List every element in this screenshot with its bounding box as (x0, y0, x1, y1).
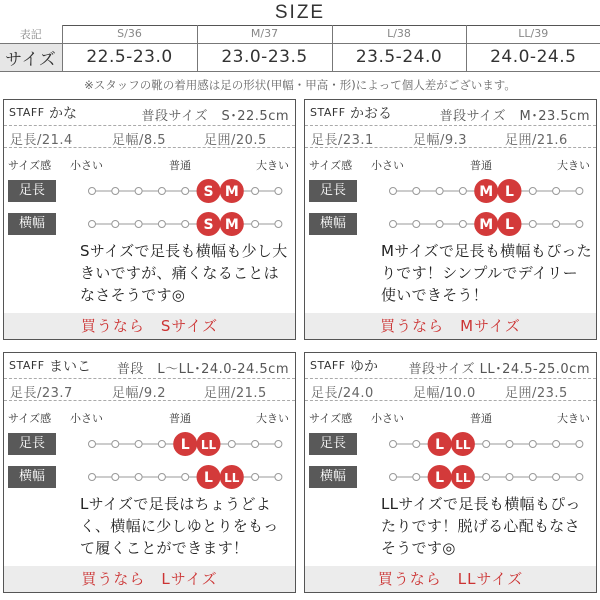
width-fit-track (4, 207, 297, 241)
recommended-size: 買うなら Lサイズ (4, 566, 295, 592)
usual-size: 普段サイズ S･22.5cm (141, 109, 289, 124)
fit-track-dot (135, 441, 142, 448)
fit-track-dot (436, 188, 443, 195)
size-table-value-row (0, 43, 600, 71)
fit-normal-label: 普通 (470, 412, 492, 425)
fit-track-dot (252, 441, 259, 448)
fit-marker-label: L (435, 470, 445, 486)
fit-track-dot (158, 474, 165, 481)
fit-track-dot (112, 188, 119, 195)
fit-track-dot (459, 221, 466, 228)
fit-marker-label: LL (455, 471, 471, 485)
fit-track-dot (112, 441, 119, 448)
staff-header (4, 100, 295, 126)
foot-width: 足幅/9.3 (413, 133, 468, 148)
fit-track-dot (413, 441, 420, 448)
fit-track-dot (553, 441, 560, 448)
fit-marker-label: L (180, 437, 190, 453)
fit-size-marker (474, 179, 498, 203)
fit-marker-label: L (505, 184, 514, 200)
fit-track-dot (506, 474, 513, 481)
fit-track-dot (112, 474, 119, 481)
staff-header (4, 353, 295, 379)
fit-section-label: サイズ感 (309, 412, 353, 425)
fit-track-dot (112, 221, 119, 228)
foot-circumference: 足囲/23.5 (505, 386, 568, 401)
length-row-label: 足長 (309, 180, 357, 202)
foot-length: 足長/23.1 (311, 133, 374, 148)
size-header-s: S/36 (62, 25, 197, 43)
fit-normal-label: 普通 (169, 159, 191, 172)
fit-track-dot (576, 188, 583, 195)
fit-track-dot (576, 221, 583, 228)
foot-width: 足幅/8.5 (112, 133, 167, 148)
fit-track-dot (553, 221, 560, 228)
staff-label: STAFF (310, 106, 346, 119)
size-header-m: M/37 (197, 25, 332, 43)
usual-size: 普段サイズ LL･24.5-25.0cm (408, 362, 590, 377)
usual-size: 普段 L～LL･24.0-24.5cm (116, 362, 289, 377)
foot-length: 足長/21.4 (10, 133, 73, 148)
length-row-label: 足長 (8, 433, 56, 455)
fit-size-marker (197, 432, 221, 456)
fit-track-dot (576, 441, 583, 448)
fit-marker-label: M (479, 217, 494, 233)
fit-description: Mサイズで足長も横幅もぴったりです！シンプルでデイリー使いできそう！ (381, 242, 592, 304)
fit-description: Sサイズで足長も横幅も少し大きいですが、痛くなることはなさそうです◎ (80, 242, 288, 304)
fit-section-label: サイズ感 (8, 412, 52, 425)
fit-track-dot (275, 188, 282, 195)
length-fit-track (4, 427, 297, 461)
fit-scale-header (305, 408, 596, 426)
staff-label: STAFF (9, 106, 45, 119)
fit-track-dot (390, 188, 397, 195)
size-table (0, 25, 600, 72)
fit-size-marker (451, 432, 475, 456)
fit-marker-label: M (224, 184, 239, 200)
fit-track-dot (182, 221, 189, 228)
width-row-label: 横幅 (8, 466, 56, 488)
staff-card (3, 99, 296, 340)
fit-section-label: サイズ感 (8, 159, 52, 172)
fit-large-label: 大きい (256, 412, 289, 425)
fit-track-dot (228, 441, 235, 448)
width-fit-track (305, 207, 598, 241)
fit-marker-label: L (204, 470, 213, 486)
fit-marker-label: LL (224, 471, 240, 485)
fit-size-marker (173, 432, 197, 456)
foot-width: 足幅/9.2 (112, 386, 167, 401)
length-fit-track (305, 427, 598, 461)
fit-large-label: 大きい (557, 159, 590, 172)
size-row-label: サイズ (0, 43, 62, 71)
fit-track-dot (89, 441, 96, 448)
size-header-l: L/38 (332, 25, 466, 43)
fit-scale-header (305, 155, 596, 173)
length-row-label: 足長 (309, 433, 357, 455)
fit-track-dot (390, 474, 397, 481)
fit-track-dot (275, 474, 282, 481)
fit-marker-label: M (224, 217, 239, 233)
fit-track-dot (390, 441, 397, 448)
fit-track-dot (252, 221, 259, 228)
fit-size-marker (197, 212, 221, 236)
fit-track-dot (158, 188, 165, 195)
fit-scale-header (4, 408, 295, 426)
size-header-label: 表記 (0, 25, 62, 43)
fit-normal-label: 普通 (169, 412, 191, 425)
staff-card (3, 352, 296, 593)
fit-track-dot (252, 474, 259, 481)
fit-track-dot (275, 441, 282, 448)
width-row-label: 横幅 (8, 213, 56, 235)
foot-length: 足長/23.7 (10, 386, 73, 401)
fit-track-dot (459, 188, 466, 195)
fit-small-label: 小さい (70, 412, 103, 425)
foot-circumference: 足囲/20.5 (204, 133, 267, 148)
foot-circumference: 足囲/21.6 (505, 133, 568, 148)
fit-size-marker (498, 179, 522, 203)
staff-name: かな (49, 106, 77, 122)
fit-marker-label: S (203, 184, 214, 200)
fit-description: Lサイズで足長はちょうどよく、横幅に少しゆとりをもって履くことができます！ (80, 495, 279, 557)
foot-length: 足長/24.0 (311, 386, 374, 401)
staff-label: STAFF (9, 359, 45, 372)
fit-size-marker (220, 179, 244, 203)
staff-label: STAFF (310, 359, 346, 372)
fit-marker-label: M (479, 184, 494, 200)
size-value-m: 23.0-23.5 (197, 43, 332, 71)
page-title: SIZE (274, 2, 326, 23)
fit-small-label: 小さい (70, 159, 103, 172)
recommended-size: 買うなら Sサイズ (4, 313, 295, 339)
fit-track-dot (506, 441, 513, 448)
fit-track-dot (529, 188, 536, 195)
fit-track-dot (483, 474, 490, 481)
fit-size-marker (428, 465, 452, 489)
width-row-label: 横幅 (309, 466, 357, 488)
fit-track-dot (413, 188, 420, 195)
foot-measurements (4, 379, 295, 401)
fit-track-dot (529, 474, 536, 481)
fit-track-dot (135, 188, 142, 195)
width-row-label: 横幅 (309, 213, 357, 235)
fit-size-marker (197, 465, 221, 489)
fit-track-dot (275, 221, 282, 228)
staff-name: まいこ (49, 359, 91, 375)
fit-track-dot (252, 188, 259, 195)
width-fit-track (305, 460, 598, 494)
staff-header (305, 100, 596, 126)
fit-marker-label: S (203, 217, 214, 233)
fit-note: ※スタッフの靴の着用感は足の形状(甲幅・甲高・形)によって個人差がございます。 (84, 78, 516, 92)
usual-size: 普段サイズ M･23.5cm (439, 109, 590, 124)
fit-size-marker (220, 212, 244, 236)
fit-track-dot (182, 188, 189, 195)
fit-small-label: 小さい (371, 412, 404, 425)
fit-large-label: 大きい (256, 159, 289, 172)
fit-marker-label: L (435, 437, 445, 453)
fit-section-label: サイズ感 (309, 159, 353, 172)
fit-size-marker (197, 179, 221, 203)
fit-track-dot (89, 221, 96, 228)
fit-size-marker (428, 432, 452, 456)
fit-small-label: 小さい (371, 159, 404, 172)
fit-normal-label: 普通 (470, 159, 492, 172)
fit-track-dot (553, 188, 560, 195)
size-table-header-row (0, 25, 600, 43)
fit-marker-label: LL (200, 438, 217, 452)
fit-track-dot (182, 474, 189, 481)
length-fit-track (4, 174, 297, 208)
fit-track-dot (576, 474, 583, 481)
fit-track-dot (158, 221, 165, 228)
fit-track-dot (390, 221, 397, 228)
size-value-ll: 24.0-24.5 (466, 43, 600, 71)
fit-size-marker (220, 465, 244, 489)
size-header-ll: LL/39 (466, 25, 600, 43)
fit-marker-label: L (505, 217, 514, 233)
fit-track-dot (553, 474, 560, 481)
staff-card (304, 352, 597, 593)
length-fit-track (305, 174, 598, 208)
foot-width: 足幅/10.0 (413, 386, 476, 401)
fit-track-dot (89, 188, 96, 195)
fit-size-marker (451, 465, 475, 489)
fit-track-dot (135, 221, 142, 228)
length-row-label: 足長 (8, 180, 56, 202)
fit-scale-header (4, 155, 295, 173)
staff-header (305, 353, 596, 379)
fit-size-marker (474, 212, 498, 236)
fit-marker-label: LL (455, 438, 471, 452)
staff-name: ゆか (350, 359, 378, 375)
recommended-size: 買うなら LLサイズ (305, 566, 596, 592)
recommended-size: 買うなら Mサイズ (305, 313, 596, 339)
staff-card (304, 99, 597, 340)
fit-track-dot (135, 474, 142, 481)
size-value-l: 23.5-24.0 (332, 43, 466, 71)
fit-track-dot (89, 474, 96, 481)
fit-track-dot (529, 221, 536, 228)
foot-measurements (305, 126, 596, 148)
fit-track-dot (436, 221, 443, 228)
size-value-s: 22.5-23.0 (62, 43, 197, 71)
fit-track-dot (413, 474, 420, 481)
staff-name: かおる (350, 106, 392, 122)
width-fit-track (4, 460, 297, 494)
fit-description: LLサイズで足長も横幅もぴったりです！脱げる心配もなさそうです◎ (381, 495, 581, 557)
fit-track-dot (158, 441, 165, 448)
fit-large-label: 大きい (557, 412, 590, 425)
foot-measurements (305, 379, 596, 401)
fit-track-dot (413, 221, 420, 228)
foot-circumference: 足囲/21.5 (204, 386, 267, 401)
fit-track-dot (529, 441, 536, 448)
fit-size-marker (498, 212, 522, 236)
fit-track-dot (483, 441, 490, 448)
foot-measurements (4, 126, 295, 148)
